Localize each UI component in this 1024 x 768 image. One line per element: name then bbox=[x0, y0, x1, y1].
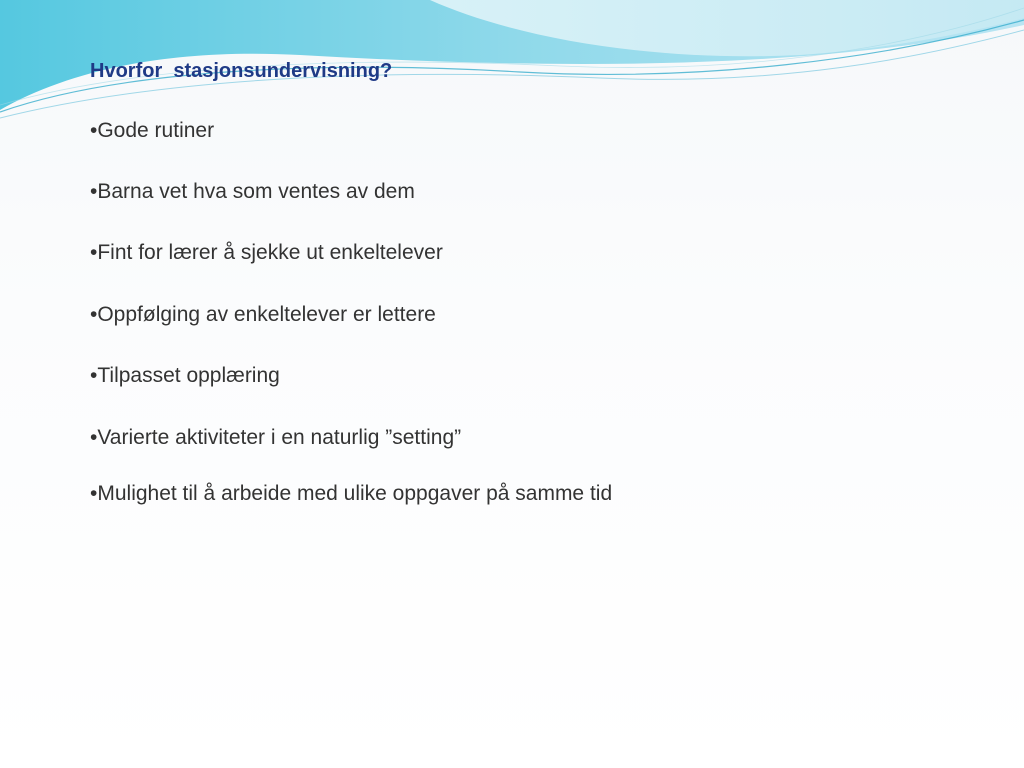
bullet-item: •Fint for lærer å sjekke ut enkeltelever bbox=[90, 241, 443, 264]
bullet-item: •Barna vet hva som ventes av dem bbox=[90, 180, 415, 203]
slide-title: Hvorfor stasjonsundervisning? bbox=[90, 60, 393, 82]
bullet-item: •Tilpasset opplæring bbox=[90, 364, 280, 387]
bullet-item: •Varierte aktiviteter i en naturlig ”setting” bbox=[90, 426, 462, 449]
bullet-item: •Gode rutiner bbox=[90, 119, 215, 142]
bullet-item: •Oppfølging av enkeltelever er lettere bbox=[90, 303, 436, 326]
bullet-item: •Mulighet til å arbeide med ulike oppgaver på samme tid bbox=[90, 482, 613, 505]
